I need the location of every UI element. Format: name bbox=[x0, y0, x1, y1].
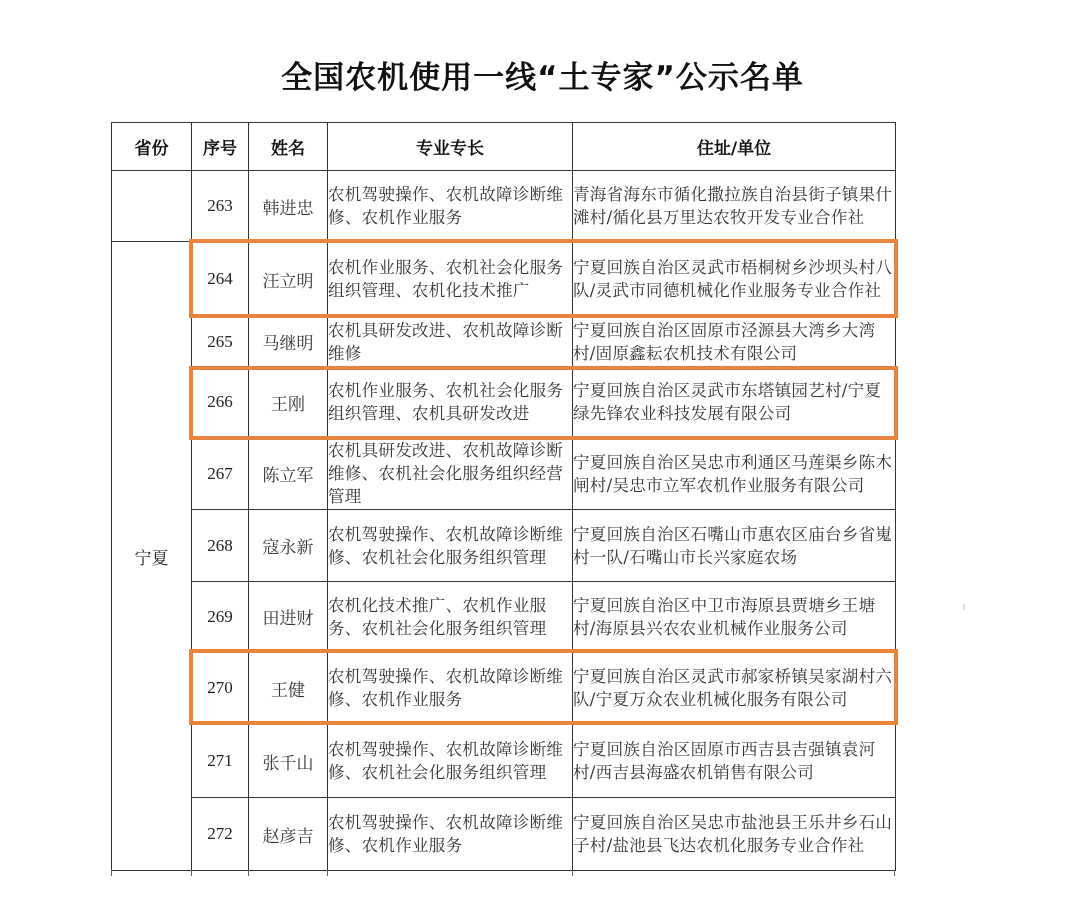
table-row bbox=[112, 582, 896, 652]
table-row bbox=[112, 317, 896, 367]
table-row bbox=[112, 510, 896, 582]
specialty-cell: 农机驾驶操作、农机故障诊断维修、农机作业服务 bbox=[328, 171, 573, 242]
name-cell: 王健 bbox=[249, 652, 328, 725]
address-cell: 青海省海东市循化撒拉族自治县街子镇果什滩村/循化县万里达农牧开发专业合作社 bbox=[573, 171, 896, 242]
header-province: 省份 bbox=[112, 123, 192, 171]
specialty-cell: 农机驾驶操作、农机故障诊断维修、农机作业服务 bbox=[328, 652, 573, 725]
address-cell: 宁夏回族自治区石嘴山市惠农区庙台乡省嵬村一队/石嘴山市长兴家庭农场 bbox=[573, 510, 896, 582]
scan-speck bbox=[963, 604, 965, 610]
header-name: 姓名 bbox=[249, 123, 328, 171]
number-cell: 272 bbox=[192, 798, 249, 871]
specialty-cell: 农机驾驶操作、农机故障诊断维修、农机社会化服务组织管理 bbox=[328, 725, 573, 798]
table-continuation-tick bbox=[248, 870, 249, 876]
number-cell: 267 bbox=[192, 438, 249, 510]
specialty-cell: 农机具研发改进、农机故障诊断维修 bbox=[328, 317, 573, 367]
number-cell: 268 bbox=[192, 510, 249, 582]
table-row bbox=[112, 171, 896, 242]
name-cell: 寇永新 bbox=[249, 510, 328, 582]
name-cell: 汪立明 bbox=[249, 242, 328, 317]
name-cell: 田进财 bbox=[249, 582, 328, 652]
name-cell: 赵彦吉 bbox=[249, 798, 328, 871]
address-cell: 宁夏回族自治区吴忠市盐池县王乐井乡石山子村/盐池县飞达农机化服务专业合作社 bbox=[573, 798, 896, 871]
table-row bbox=[112, 725, 896, 798]
number-cell: 269 bbox=[192, 582, 249, 652]
name-cell: 韩进忠 bbox=[249, 171, 328, 242]
name-cell: 马继明 bbox=[249, 317, 328, 367]
province-cell-merged: 宁夏 bbox=[112, 242, 192, 871]
address-cell: 宁夏回族自治区灵武市郝家桥镇吴家湖村六队/宁夏万众农业机械化服务有限公司 bbox=[573, 652, 896, 725]
specialty-cell: 农机驾驶操作、农机故障诊断维修、农机社会化服务组织管理 bbox=[328, 510, 573, 582]
table-row bbox=[112, 798, 896, 871]
number-cell: 271 bbox=[192, 725, 249, 798]
specialty-cell: 农机化技术推广、农机作业服务、农机社会化服务组织管理 bbox=[328, 582, 573, 652]
table-row bbox=[112, 367, 896, 438]
table-continuation-tick bbox=[111, 870, 112, 876]
table-continuation-tick bbox=[894, 870, 895, 876]
header-specialty: 专业专长 bbox=[328, 123, 573, 171]
specialty-cell: 农机作业服务、农机社会化服务组织管理、农机化技术推广 bbox=[328, 242, 573, 317]
table-row bbox=[112, 242, 896, 317]
number-cell: 266 bbox=[192, 367, 249, 438]
header-number: 序号 bbox=[192, 123, 249, 171]
specialty-cell: 农机具研发改进、农机故障诊断维修、农机社会化服务组织经营管理 bbox=[328, 438, 573, 510]
number-cell: 270 bbox=[192, 652, 249, 725]
specialty-cell: 农机驾驶操作、农机故障诊断维修、农机作业服务 bbox=[328, 798, 573, 871]
address-cell: 宁夏回族自治区中卫市海原县贾塘乡王塘村/海原县兴农农业机械作业服务公司 bbox=[573, 582, 896, 652]
table-header-row bbox=[112, 123, 896, 171]
expert-roster-table bbox=[111, 122, 896, 871]
number-cell: 265 bbox=[192, 317, 249, 367]
table-row bbox=[112, 652, 896, 725]
table-continuation-tick bbox=[327, 870, 328, 876]
number-cell: 263 bbox=[192, 171, 249, 242]
page-title: 全国农机使用一线“土专家”公示名单 bbox=[281, 60, 804, 96]
table-continuation-tick bbox=[191, 870, 192, 876]
province-cell bbox=[112, 171, 192, 242]
specialty-cell: 农机作业服务、农机社会化服务组织管理、农机具研发改进 bbox=[328, 367, 573, 438]
table-row bbox=[112, 438, 896, 510]
header-address: 住址/单位 bbox=[573, 123, 896, 171]
name-cell: 王刚 bbox=[249, 367, 328, 438]
number-cell: 264 bbox=[192, 242, 249, 317]
address-cell: 宁夏回族自治区固原市泾源县大湾乡大湾村/固原鑫耘农机技术有限公司 bbox=[573, 317, 896, 367]
address-cell: 宁夏回族自治区灵武市梧桐树乡沙坝头村八队/灵武市同德机械化作业服务专业合作社 bbox=[573, 242, 896, 317]
address-cell: 宁夏回族自治区吴忠市利通区马莲渠乡陈木闸村/吴忠市立军农机作业服务有限公司 bbox=[573, 438, 896, 510]
name-cell: 陈立军 bbox=[249, 438, 328, 510]
address-cell: 宁夏回族自治区固原市西吉县吉强镇袁河村/西吉县海盛农机销售有限公司 bbox=[573, 725, 896, 798]
name-cell: 张千山 bbox=[249, 725, 328, 798]
address-cell: 宁夏回族自治区灵武市东塔镇园艺村/宁夏绿先锋农业科技发展有限公司 bbox=[573, 367, 896, 438]
table-continuation-tick bbox=[572, 870, 573, 876]
